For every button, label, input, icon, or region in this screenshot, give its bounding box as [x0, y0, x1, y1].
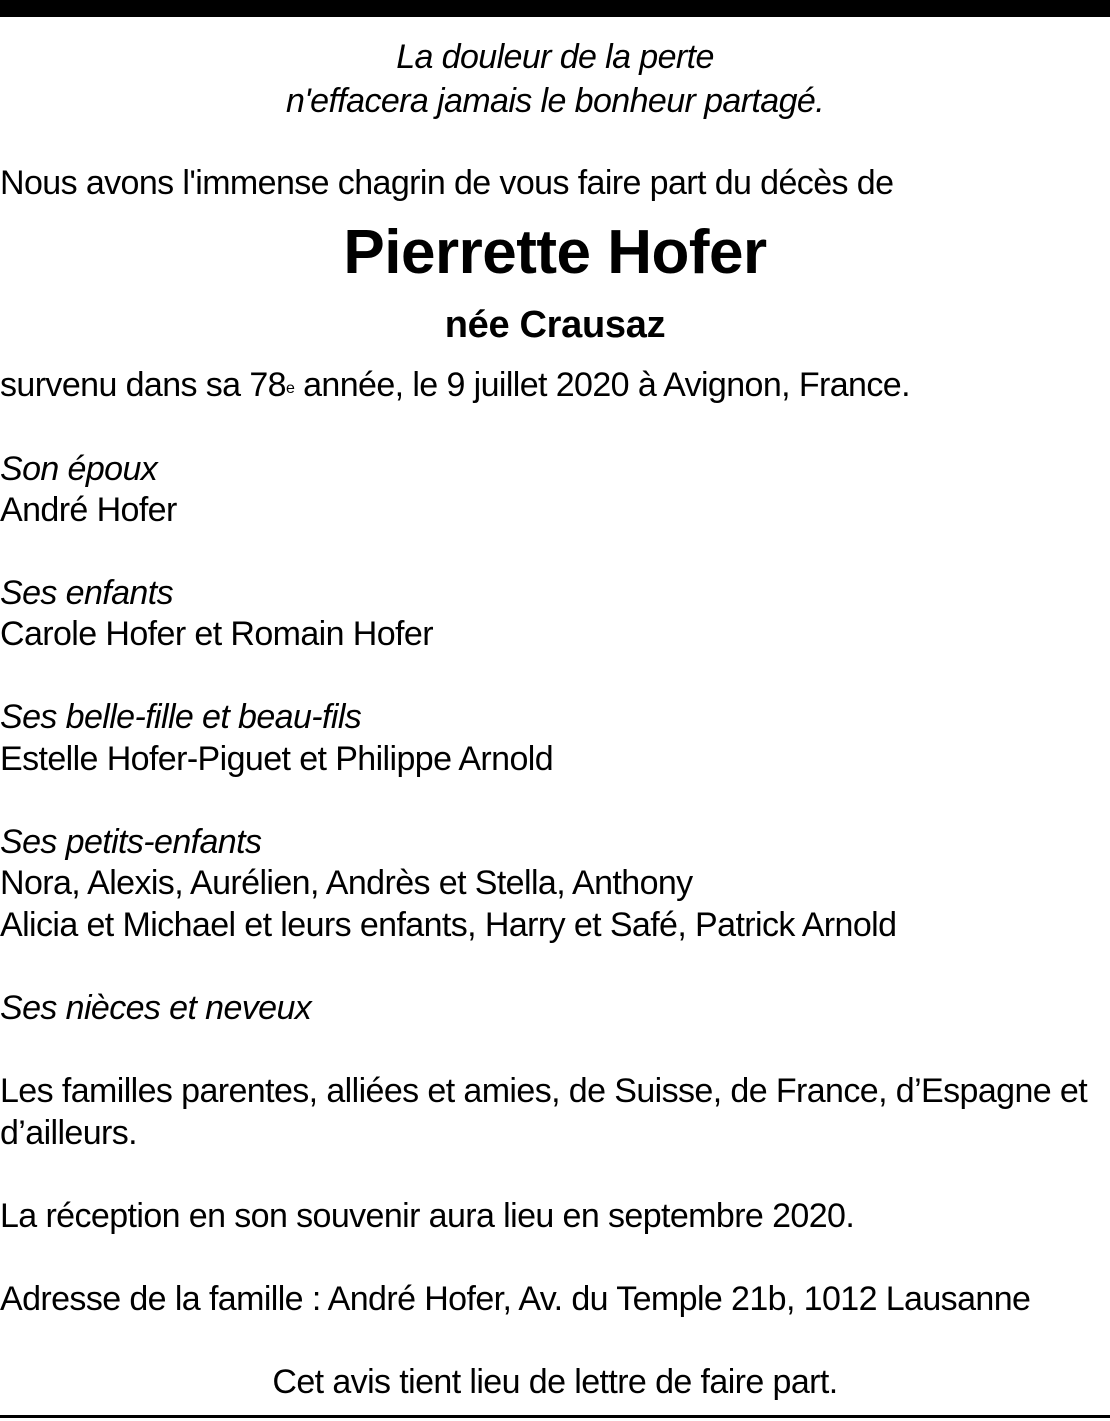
death-info — [0, 364, 1110, 406]
reception-text: La réception en son souvenir aura lieu en septembre 2020. — [0, 1197, 855, 1235]
extended-family-line-2: d’ailleurs. — [0, 1114, 138, 1152]
intro-text: Nous avons l'immense chagrin de vous faire part du décès de — [0, 164, 894, 202]
top-border-rule — [0, 0, 1110, 17]
family-role-nieces-nephews: Ses nièces et neveux — [0, 989, 312, 1027]
family-names-in-laws: Estelle Hofer-Piguet et Philippe Arnold — [0, 740, 554, 778]
closing-text: Cet avis tient lieu de lettre de faire part. — [272, 1363, 838, 1401]
family-address: Adresse de la famille : André Hofer, Av. du Temple 21b, 1012 Lausanne — [0, 1280, 1031, 1318]
family-role-in-laws: Ses belle-fille et beau-fils — [0, 698, 362, 736]
family-names-children: Carole Hofer et Romain Hofer — [0, 615, 433, 653]
death-info-prefix: survenu dans sa 78 — [0, 366, 286, 404]
family-role-spouse: Son époux — [0, 450, 158, 488]
family-names-grandchildren-2: Alicia et Michael et leurs enfants, Harry et Safé, Patrick Arnold — [0, 906, 897, 944]
maiden-name: née Crausaz — [444, 304, 666, 346]
death-info-suffix: année, le 9 juillet 2020 à Avignon, France. — [294, 366, 910, 404]
family-role-grandchildren: Ses petits-enfants — [0, 823, 262, 861]
death-info-superscript: e — [285, 380, 295, 397]
family-names-grandchildren-1: Nora, Alexis, Aurélien, Andrès et Stella, Anthony — [0, 864, 693, 902]
epigraph-line-1: La douleur de la perte — [396, 38, 714, 76]
extended-family-line-1: Les familles parentes, alliées et amies, de Suisse, de France, d’Espagne et — [0, 1072, 1088, 1110]
epigraph-line-2: n'effacera jamais le bonheur partagé. — [285, 82, 825, 120]
bottom-border-rule — [0, 1415, 1110, 1418]
deceased-name: Pierrette Hofer — [343, 218, 767, 287]
family-names-spouse: André Hofer — [0, 491, 177, 529]
family-role-children: Ses enfants — [0, 574, 173, 612]
